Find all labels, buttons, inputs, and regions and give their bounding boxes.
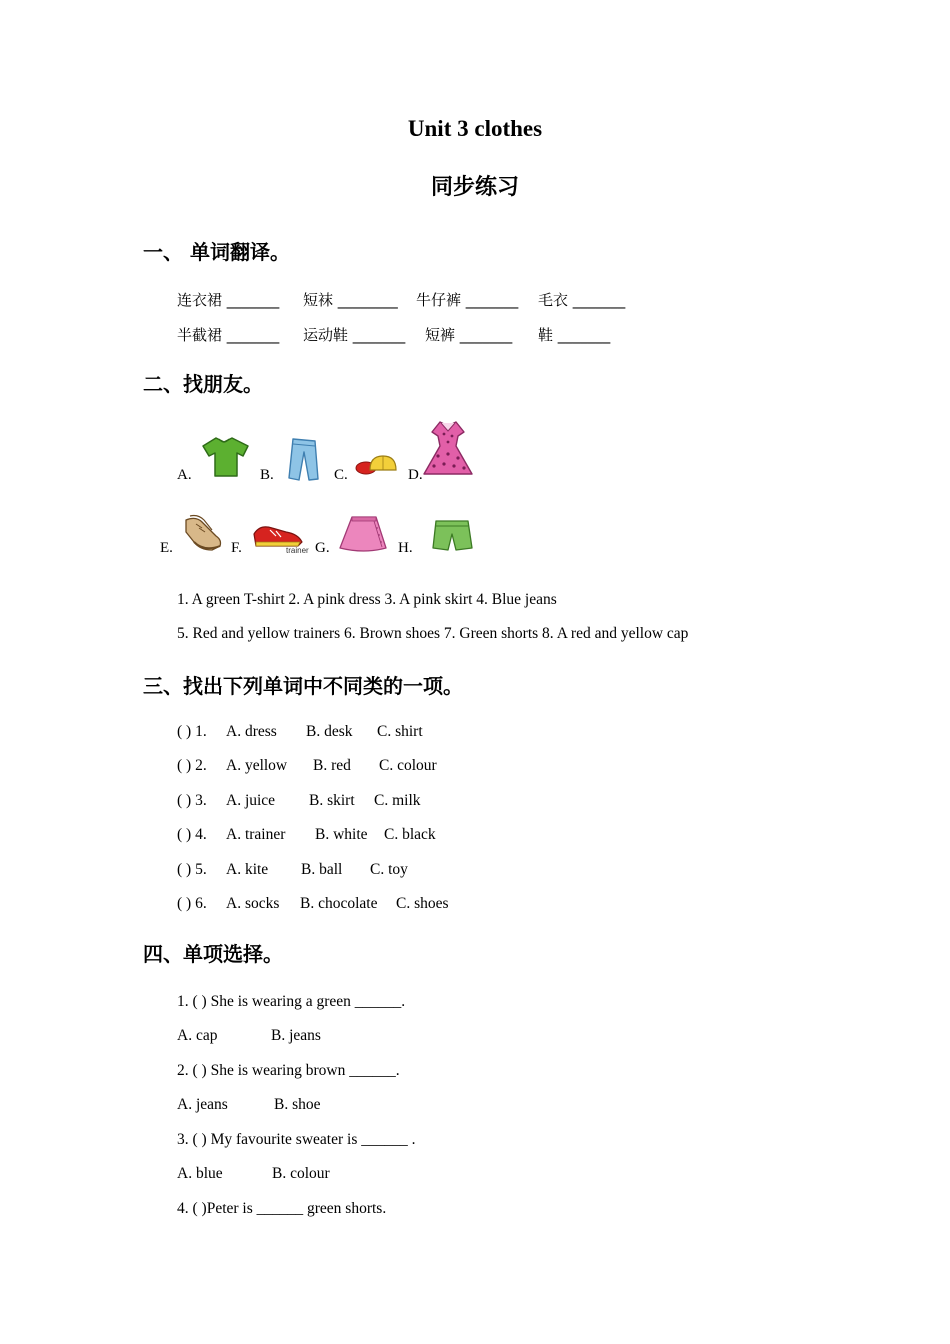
picture-label-f: F. (231, 540, 242, 556)
section-3-heading: 三、找出下列单词中不同类的一项。 (143, 674, 463, 698)
blue-jeans-icon (285, 436, 321, 482)
odd-one-out-number: ( ) 6. (177, 895, 207, 912)
odd-one-out-option: B. chocolate (300, 895, 378, 912)
trainer-caption: trainer (286, 546, 309, 555)
choice-option-a: A. blue (177, 1165, 223, 1182)
picture-label-h: H. (398, 540, 413, 556)
translate-item: 运动鞋 _______ (303, 326, 406, 344)
odd-one-out-number: ( ) 1. (177, 723, 207, 740)
odd-one-out-option: A. socks (226, 895, 280, 912)
choice-question-2: 2. ( ) She is wearing brown ______. (177, 1062, 400, 1079)
picture-label-b: B. (260, 467, 274, 483)
odd-one-out-option: C. colour (379, 757, 437, 774)
page-title: Unit 3 clothes (407, 116, 543, 141)
choice-option-b: B. colour (272, 1165, 330, 1182)
picture-label-c: C. (334, 467, 348, 483)
odd-one-out-option: C. shirt (377, 723, 423, 740)
odd-one-out-option: B. ball (301, 861, 343, 878)
odd-one-out-option: A. kite (226, 861, 269, 878)
odd-one-out-option: C. black (384, 826, 436, 843)
choice-option-b: B. shoe (274, 1096, 321, 1113)
section-4-heading: 四、单项选择。 (143, 942, 283, 966)
red-yellow-trainers-icon (250, 520, 312, 556)
translate-item: 牛仔裤 _______ (416, 291, 519, 309)
red-yellow-cap-icon (356, 452, 400, 482)
odd-one-out-option: B. desk (306, 723, 353, 740)
odd-one-out-option: B. red (313, 757, 351, 774)
odd-one-out-option: A. juice (226, 792, 276, 809)
choice-question-3: 3. ( ) My favourite sweater is ______ . (177, 1131, 416, 1148)
choice-question-1: 1. ( ) She is wearing a green ______. (177, 993, 406, 1010)
odd-one-out-number: ( ) 5. (177, 861, 207, 878)
green-tshirt-icon (200, 434, 252, 480)
picture-label-a: A. (177, 467, 192, 483)
translate-item: 短袜 ________ (303, 291, 398, 309)
translate-item: 毛衣 _______ (538, 291, 626, 309)
odd-one-out-option: C. milk (374, 792, 421, 809)
picture-label-d: D. (408, 467, 423, 483)
odd-one-out-option: A. trainer (226, 826, 286, 843)
odd-one-out-option: B. skirt (309, 792, 355, 809)
odd-one-out-option: C. toy (370, 861, 408, 878)
pink-dress-icon (420, 418, 476, 480)
section-2-heading: 二、找朋友。 (143, 372, 263, 396)
picture-label-g: G. (315, 540, 330, 556)
odd-one-out-number: ( ) 2. (177, 757, 207, 774)
translate-item: 半截裙 _______ (177, 326, 280, 344)
matching-list-line-2: 5. Red and yellow trainers 6. Brown shoes 7. Green shorts 8. A red and yellow cap (177, 625, 689, 642)
odd-one-out-number: ( ) 3. (177, 792, 207, 809)
odd-one-out-option: A. dress (226, 723, 277, 740)
choice-option-a: A. jeans (177, 1096, 228, 1113)
odd-one-out-option: C. shoes (396, 895, 449, 912)
odd-one-out-option: B. white (315, 826, 368, 843)
matching-list-line-1: 1. A green T-shirt 2. A pink dress 3. A pink skirt 4. Blue jeans (177, 591, 557, 608)
choice-option-b: B. jeans (271, 1027, 321, 1044)
choice-question-4: 4. ( )Peter is ______ green shorts. (177, 1200, 387, 1217)
odd-one-out-number: ( ) 4. (177, 826, 207, 843)
translate-item: 鞋 _______ (538, 326, 611, 344)
picture-label-e: E. (160, 540, 173, 556)
choice-option-a: A. cap (177, 1027, 218, 1044)
green-shorts-icon (430, 518, 476, 554)
odd-one-out-option: A. yellow (226, 757, 288, 774)
translate-item: 短裤 _______ (425, 326, 513, 344)
brown-shoes-icon (182, 512, 224, 554)
translate-item: 连衣裙 _______ (177, 291, 280, 309)
pink-skirt-icon (336, 514, 390, 554)
page-subtitle: 同步练习 (430, 175, 519, 200)
section-1-heading: 一、 单词翻译。 (143, 240, 290, 264)
